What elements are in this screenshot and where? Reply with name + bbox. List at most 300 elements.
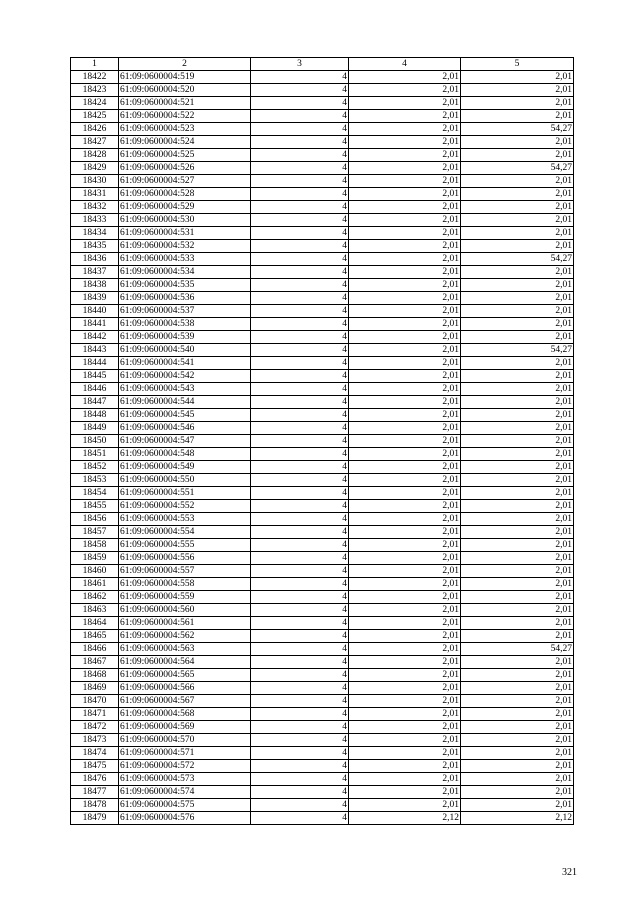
column-4-cell: 2,01 xyxy=(349,370,461,383)
table-body xyxy=(71,71,574,825)
column-4-cell: 2,01 xyxy=(349,318,461,331)
column-5-cell: 54,27 xyxy=(461,123,574,136)
column-4-cell: 2,01 xyxy=(349,214,461,227)
table-row xyxy=(71,383,574,396)
cadastral-number-cell: 61:09:0600004:534 xyxy=(119,266,251,279)
column-3-cell: 4 xyxy=(251,773,349,786)
column-4-cell: 2,01 xyxy=(349,188,461,201)
column-3-cell: 4 xyxy=(251,201,349,214)
column-5-cell: 54,27 xyxy=(461,344,574,357)
column-4-cell: 2,01 xyxy=(349,331,461,344)
cadastral-number-cell: 61:09:0600004:562 xyxy=(119,630,251,643)
column-3-cell: 4 xyxy=(251,721,349,734)
row-number-cell: 18460 xyxy=(71,565,119,578)
table-row xyxy=(71,682,574,695)
cadastral-number-cell: 61:09:0600004:550 xyxy=(119,474,251,487)
cadastral-number-cell: 61:09:0600004:560 xyxy=(119,604,251,617)
column-4-cell: 2,01 xyxy=(349,357,461,370)
row-number-cell: 18442 xyxy=(71,331,119,344)
column-5-cell: 2,01 xyxy=(461,773,574,786)
column-3-cell: 4 xyxy=(251,513,349,526)
row-number-cell: 18453 xyxy=(71,474,119,487)
column-4-cell: 2,01 xyxy=(349,474,461,487)
column-5-cell: 2,01 xyxy=(461,71,574,84)
column-5-cell: 2,01 xyxy=(461,240,574,253)
row-number-cell: 18479 xyxy=(71,812,119,825)
column-5-cell: 54,27 xyxy=(461,253,574,266)
cadastral-number-cell: 61:09:0600004:563 xyxy=(119,643,251,656)
column-3-cell: 4 xyxy=(251,591,349,604)
row-number-cell: 18426 xyxy=(71,123,119,136)
row-number-cell: 18454 xyxy=(71,487,119,500)
column-4-cell: 2,01 xyxy=(349,227,461,240)
column-4-cell: 2,01 xyxy=(349,409,461,422)
column-5-cell: 2,01 xyxy=(461,383,574,396)
table-row xyxy=(71,799,574,812)
row-number-cell: 18452 xyxy=(71,461,119,474)
column-4-cell: 2,01 xyxy=(349,344,461,357)
table-row xyxy=(71,396,574,409)
column-3-cell: 4 xyxy=(251,526,349,539)
column-4-cell: 2,01 xyxy=(349,162,461,175)
column-4-cell: 2,01 xyxy=(349,656,461,669)
column-4-cell: 2,01 xyxy=(349,84,461,97)
table-row xyxy=(71,305,574,318)
column-5-cell: 2,01 xyxy=(461,487,574,500)
column-5-cell: 2,01 xyxy=(461,370,574,383)
row-number-cell: 18476 xyxy=(71,773,119,786)
column-5-cell: 2,01 xyxy=(461,422,574,435)
column-3-cell: 4 xyxy=(251,422,349,435)
row-number-cell: 18433 xyxy=(71,214,119,227)
cadastral-number-cell: 61:09:0600004:571 xyxy=(119,747,251,760)
column-5-cell: 2,01 xyxy=(461,760,574,773)
column-5-cell: 2,01 xyxy=(461,110,574,123)
column-3-cell: 4 xyxy=(251,708,349,721)
table-row xyxy=(71,188,574,201)
table-row xyxy=(71,461,574,474)
column-4-cell: 2,01 xyxy=(349,565,461,578)
column-4-cell: 2,01 xyxy=(349,253,461,266)
column-header-1: 1 xyxy=(71,58,119,71)
column-5-cell: 2,01 xyxy=(461,201,574,214)
row-number-cell: 18456 xyxy=(71,513,119,526)
row-number-cell: 18445 xyxy=(71,370,119,383)
table-row xyxy=(71,786,574,799)
column-header-3: 3 xyxy=(251,58,349,71)
table-row xyxy=(71,526,574,539)
column-4-cell: 2,01 xyxy=(349,500,461,513)
column-3-cell: 4 xyxy=(251,305,349,318)
row-number-cell: 18422 xyxy=(71,71,119,84)
row-number-cell: 18447 xyxy=(71,396,119,409)
cadastral-number-cell: 61:09:0600004:569 xyxy=(119,721,251,734)
column-5-cell: 2,01 xyxy=(461,175,574,188)
column-5-cell: 2,01 xyxy=(461,734,574,747)
column-3-cell: 4 xyxy=(251,812,349,825)
cadastral-number-cell: 61:09:0600004:561 xyxy=(119,617,251,630)
column-3-cell: 4 xyxy=(251,123,349,136)
table-row xyxy=(71,721,574,734)
row-number-cell: 18424 xyxy=(71,97,119,110)
table-row xyxy=(71,266,574,279)
column-header-5: 5 xyxy=(461,58,574,71)
column-4-cell: 2,01 xyxy=(349,734,461,747)
column-5-cell: 2,01 xyxy=(461,799,574,812)
table-row xyxy=(71,591,574,604)
column-3-cell: 4 xyxy=(251,799,349,812)
row-number-cell: 18463 xyxy=(71,604,119,617)
row-number-cell: 18430 xyxy=(71,175,119,188)
cadastral-number-cell: 61:09:0600004:547 xyxy=(119,435,251,448)
column-4-cell: 2,01 xyxy=(349,422,461,435)
column-5-cell: 2,01 xyxy=(461,448,574,461)
column-3-cell: 4 xyxy=(251,630,349,643)
cadastral-number-cell: 61:09:0600004:548 xyxy=(119,448,251,461)
table-row xyxy=(71,240,574,253)
table-row xyxy=(71,370,574,383)
row-number-cell: 18441 xyxy=(71,318,119,331)
table-row xyxy=(71,123,574,136)
row-number-cell: 18455 xyxy=(71,500,119,513)
table-row xyxy=(71,435,574,448)
column-5-cell: 2,01 xyxy=(461,84,574,97)
column-5-cell: 2,01 xyxy=(461,214,574,227)
column-5-cell: 2,01 xyxy=(461,578,574,591)
column-4-cell: 2,01 xyxy=(349,747,461,760)
row-number-cell: 18431 xyxy=(71,188,119,201)
column-4-cell: 2,01 xyxy=(349,292,461,305)
column-5-cell: 2,01 xyxy=(461,435,574,448)
column-4-cell: 2,01 xyxy=(349,71,461,84)
cadastral-number-cell: 61:09:0600004:539 xyxy=(119,331,251,344)
row-number-cell: 18458 xyxy=(71,539,119,552)
row-number-cell: 18451 xyxy=(71,448,119,461)
cadastral-number-cell: 61:09:0600004:530 xyxy=(119,214,251,227)
row-number-cell: 18432 xyxy=(71,201,119,214)
table-row xyxy=(71,201,574,214)
table-row xyxy=(71,97,574,110)
cadastral-number-cell: 61:09:0600004:565 xyxy=(119,669,251,682)
column-4-cell: 2,01 xyxy=(349,760,461,773)
cadastral-number-cell: 61:09:0600004:520 xyxy=(119,84,251,97)
table-row xyxy=(71,773,574,786)
cadastral-number-cell: 61:09:0600004:521 xyxy=(119,97,251,110)
data-table xyxy=(70,57,574,825)
column-4-cell: 2,01 xyxy=(349,617,461,630)
column-5-cell: 2,01 xyxy=(461,227,574,240)
table-row xyxy=(71,708,574,721)
cadastral-number-cell: 61:09:0600004:524 xyxy=(119,136,251,149)
cadastral-number-cell: 61:09:0600004:543 xyxy=(119,383,251,396)
row-number-cell: 18468 xyxy=(71,669,119,682)
column-3-cell: 4 xyxy=(251,344,349,357)
column-5-cell: 2,01 xyxy=(461,656,574,669)
table-row xyxy=(71,214,574,227)
column-5-cell: 2,01 xyxy=(461,526,574,539)
column-3-cell: 4 xyxy=(251,409,349,422)
column-5-cell: 2,01 xyxy=(461,474,574,487)
cadastral-number-cell: 61:09:0600004:559 xyxy=(119,591,251,604)
row-number-cell: 18477 xyxy=(71,786,119,799)
row-number-cell: 18459 xyxy=(71,552,119,565)
table-row xyxy=(71,474,574,487)
column-5-cell: 2,01 xyxy=(461,396,574,409)
column-4-cell: 2,01 xyxy=(349,383,461,396)
column-3-cell: 4 xyxy=(251,110,349,123)
row-number-cell: 18436 xyxy=(71,253,119,266)
column-4-cell: 2,01 xyxy=(349,643,461,656)
row-number-cell: 18434 xyxy=(71,227,119,240)
row-number-cell: 18462 xyxy=(71,591,119,604)
row-number-cell: 18472 xyxy=(71,721,119,734)
row-number-cell: 18423 xyxy=(71,84,119,97)
cadastral-number-cell: 61:09:0600004:519 xyxy=(119,71,251,84)
table-row xyxy=(71,318,574,331)
column-4-cell: 2,01 xyxy=(349,552,461,565)
row-number-cell: 18437 xyxy=(71,266,119,279)
column-3-cell: 4 xyxy=(251,149,349,162)
row-number-cell: 18473 xyxy=(71,734,119,747)
table-row xyxy=(71,344,574,357)
cadastral-number-cell: 61:09:0600004:564 xyxy=(119,656,251,669)
cadastral-number-cell: 61:09:0600004:531 xyxy=(119,227,251,240)
row-number-cell: 18471 xyxy=(71,708,119,721)
column-4-cell: 2,01 xyxy=(349,604,461,617)
column-5-cell: 2,01 xyxy=(461,552,574,565)
column-3-cell: 4 xyxy=(251,552,349,565)
table-row xyxy=(71,292,574,305)
table-row xyxy=(71,227,574,240)
table-row xyxy=(71,565,574,578)
column-3-cell: 4 xyxy=(251,643,349,656)
cadastral-number-cell: 61:09:0600004:525 xyxy=(119,149,251,162)
column-3-cell: 4 xyxy=(251,97,349,110)
column-5-cell: 2,01 xyxy=(461,604,574,617)
column-3-cell: 4 xyxy=(251,162,349,175)
column-4-cell: 2,01 xyxy=(349,110,461,123)
table-row xyxy=(71,734,574,747)
column-5-cell: 2,01 xyxy=(461,539,574,552)
table-row xyxy=(71,110,574,123)
cadastral-number-cell: 61:09:0600004:545 xyxy=(119,409,251,422)
cadastral-number-cell: 61:09:0600004:549 xyxy=(119,461,251,474)
row-number-cell: 18457 xyxy=(71,526,119,539)
row-number-cell: 18425 xyxy=(71,110,119,123)
column-4-cell: 2,12 xyxy=(349,812,461,825)
cadastral-number-cell: 61:09:0600004:529 xyxy=(119,201,251,214)
column-3-cell: 4 xyxy=(251,240,349,253)
column-5-cell: 2,01 xyxy=(461,695,574,708)
cadastral-number-cell: 61:09:0600004:568 xyxy=(119,708,251,721)
cadastral-number-cell: 61:09:0600004:542 xyxy=(119,370,251,383)
column-4-cell: 2,01 xyxy=(349,201,461,214)
row-number-cell: 18469 xyxy=(71,682,119,695)
column-4-cell: 2,01 xyxy=(349,669,461,682)
column-3-cell: 4 xyxy=(251,747,349,760)
cadastral-number-cell: 61:09:0600004:575 xyxy=(119,799,251,812)
column-5-cell: 2,01 xyxy=(461,292,574,305)
column-3-cell: 4 xyxy=(251,565,349,578)
table-row xyxy=(71,357,574,370)
row-number-cell: 18461 xyxy=(71,578,119,591)
column-3-cell: 4 xyxy=(251,266,349,279)
cadastral-number-cell: 61:09:0600004:566 xyxy=(119,682,251,695)
column-3-cell: 4 xyxy=(251,734,349,747)
cadastral-number-cell: 61:09:0600004:532 xyxy=(119,240,251,253)
row-number-cell: 18449 xyxy=(71,422,119,435)
cadastral-number-cell: 61:09:0600004:538 xyxy=(119,318,251,331)
cadastral-number-cell: 61:09:0600004:536 xyxy=(119,292,251,305)
column-3-cell: 4 xyxy=(251,604,349,617)
column-5-cell: 2,01 xyxy=(461,682,574,695)
column-5-cell: 2,01 xyxy=(461,513,574,526)
column-5-cell: 2,01 xyxy=(461,318,574,331)
column-3-cell: 4 xyxy=(251,786,349,799)
column-5-cell: 2,01 xyxy=(461,305,574,318)
column-3-cell: 4 xyxy=(251,461,349,474)
column-5-cell: 2,01 xyxy=(461,266,574,279)
column-3-cell: 4 xyxy=(251,71,349,84)
row-number-cell: 18466 xyxy=(71,643,119,656)
table-row xyxy=(71,487,574,500)
column-3-cell: 4 xyxy=(251,656,349,669)
column-3-cell: 4 xyxy=(251,695,349,708)
cadastral-number-cell: 61:09:0600004:523 xyxy=(119,123,251,136)
column-4-cell: 2,01 xyxy=(349,123,461,136)
column-4-cell: 2,01 xyxy=(349,721,461,734)
cadastral-number-cell: 61:09:0600004:546 xyxy=(119,422,251,435)
column-3-cell: 4 xyxy=(251,214,349,227)
cadastral-number-cell: 61:09:0600004:522 xyxy=(119,110,251,123)
table-row xyxy=(71,71,574,84)
column-4-cell: 2,01 xyxy=(349,682,461,695)
table-row xyxy=(71,760,574,773)
cadastral-number-cell: 61:09:0600004:555 xyxy=(119,539,251,552)
column-5-cell: 54,27 xyxy=(461,162,574,175)
table-row xyxy=(71,84,574,97)
table-row xyxy=(71,695,574,708)
column-5-cell: 2,01 xyxy=(461,708,574,721)
column-3-cell: 4 xyxy=(251,396,349,409)
table-row xyxy=(71,448,574,461)
table-row xyxy=(71,253,574,266)
row-number-cell: 18474 xyxy=(71,747,119,760)
row-number-cell: 18470 xyxy=(71,695,119,708)
table-header-row xyxy=(71,58,574,71)
row-number-cell: 18446 xyxy=(71,383,119,396)
table-row xyxy=(71,279,574,292)
row-number-cell: 18450 xyxy=(71,435,119,448)
column-3-cell: 4 xyxy=(251,474,349,487)
cadastral-number-cell: 61:09:0600004:537 xyxy=(119,305,251,318)
table-row xyxy=(71,656,574,669)
column-3-cell: 4 xyxy=(251,292,349,305)
column-4-cell: 2,01 xyxy=(349,487,461,500)
row-number-cell: 18467 xyxy=(71,656,119,669)
column-4-cell: 2,01 xyxy=(349,708,461,721)
cadastral-number-cell: 61:09:0600004:553 xyxy=(119,513,251,526)
page-number: 321 xyxy=(562,867,577,878)
column-3-cell: 4 xyxy=(251,253,349,266)
column-5-cell: 2,01 xyxy=(461,747,574,760)
column-header-2: 2 xyxy=(119,58,251,71)
column-4-cell: 2,01 xyxy=(349,461,461,474)
table-row xyxy=(71,747,574,760)
row-number-cell: 18464 xyxy=(71,617,119,630)
column-5-cell: 2,01 xyxy=(461,565,574,578)
column-3-cell: 4 xyxy=(251,175,349,188)
cadastral-number-cell: 61:09:0600004:558 xyxy=(119,578,251,591)
column-3-cell: 4 xyxy=(251,331,349,344)
column-3-cell: 4 xyxy=(251,617,349,630)
table-row xyxy=(71,331,574,344)
column-5-cell: 2,01 xyxy=(461,786,574,799)
row-number-cell: 18465 xyxy=(71,630,119,643)
cadastral-number-cell: 61:09:0600004:572 xyxy=(119,760,251,773)
column-5-cell: 2,12 xyxy=(461,812,574,825)
column-4-cell: 2,01 xyxy=(349,526,461,539)
column-3-cell: 4 xyxy=(251,578,349,591)
column-4-cell: 2,01 xyxy=(349,578,461,591)
cadastral-number-cell: 61:09:0600004:554 xyxy=(119,526,251,539)
column-4-cell: 2,01 xyxy=(349,240,461,253)
table-row xyxy=(71,409,574,422)
column-4-cell: 2,01 xyxy=(349,266,461,279)
cadastral-number-cell: 61:09:0600004:576 xyxy=(119,812,251,825)
column-3-cell: 4 xyxy=(251,227,349,240)
column-3-cell: 4 xyxy=(251,682,349,695)
row-number-cell: 18428 xyxy=(71,149,119,162)
row-number-cell: 18427 xyxy=(71,136,119,149)
cadastral-number-cell: 61:09:0600004:557 xyxy=(119,565,251,578)
column-3-cell: 4 xyxy=(251,84,349,97)
column-5-cell: 2,01 xyxy=(461,461,574,474)
column-4-cell: 2,01 xyxy=(349,448,461,461)
row-number-cell: 18440 xyxy=(71,305,119,318)
table-row xyxy=(71,162,574,175)
row-number-cell: 18443 xyxy=(71,344,119,357)
column-3-cell: 4 xyxy=(251,760,349,773)
column-4-cell: 2,01 xyxy=(349,786,461,799)
column-5-cell: 2,01 xyxy=(461,97,574,110)
column-3-cell: 4 xyxy=(251,669,349,682)
table-row xyxy=(71,513,574,526)
cadastral-number-cell: 61:09:0600004:533 xyxy=(119,253,251,266)
column-5-cell: 2,01 xyxy=(461,409,574,422)
cadastral-number-cell: 61:09:0600004:526 xyxy=(119,162,251,175)
column-4-cell: 2,01 xyxy=(349,799,461,812)
column-3-cell: 4 xyxy=(251,370,349,383)
column-5-cell: 2,01 xyxy=(461,149,574,162)
table-row xyxy=(71,149,574,162)
table-row xyxy=(71,669,574,682)
cadastral-number-cell: 61:09:0600004:552 xyxy=(119,500,251,513)
column-3-cell: 4 xyxy=(251,136,349,149)
column-4-cell: 2,01 xyxy=(349,149,461,162)
column-4-cell: 2,01 xyxy=(349,539,461,552)
table-row xyxy=(71,578,574,591)
column-3-cell: 4 xyxy=(251,383,349,396)
column-3-cell: 4 xyxy=(251,487,349,500)
cadastral-number-cell: 61:09:0600004:551 xyxy=(119,487,251,500)
row-number-cell: 18444 xyxy=(71,357,119,370)
column-3-cell: 4 xyxy=(251,500,349,513)
cadastral-number-cell: 61:09:0600004:544 xyxy=(119,396,251,409)
row-number-cell: 18435 xyxy=(71,240,119,253)
cadastral-number-cell: 61:09:0600004:573 xyxy=(119,773,251,786)
column-4-cell: 2,01 xyxy=(349,591,461,604)
